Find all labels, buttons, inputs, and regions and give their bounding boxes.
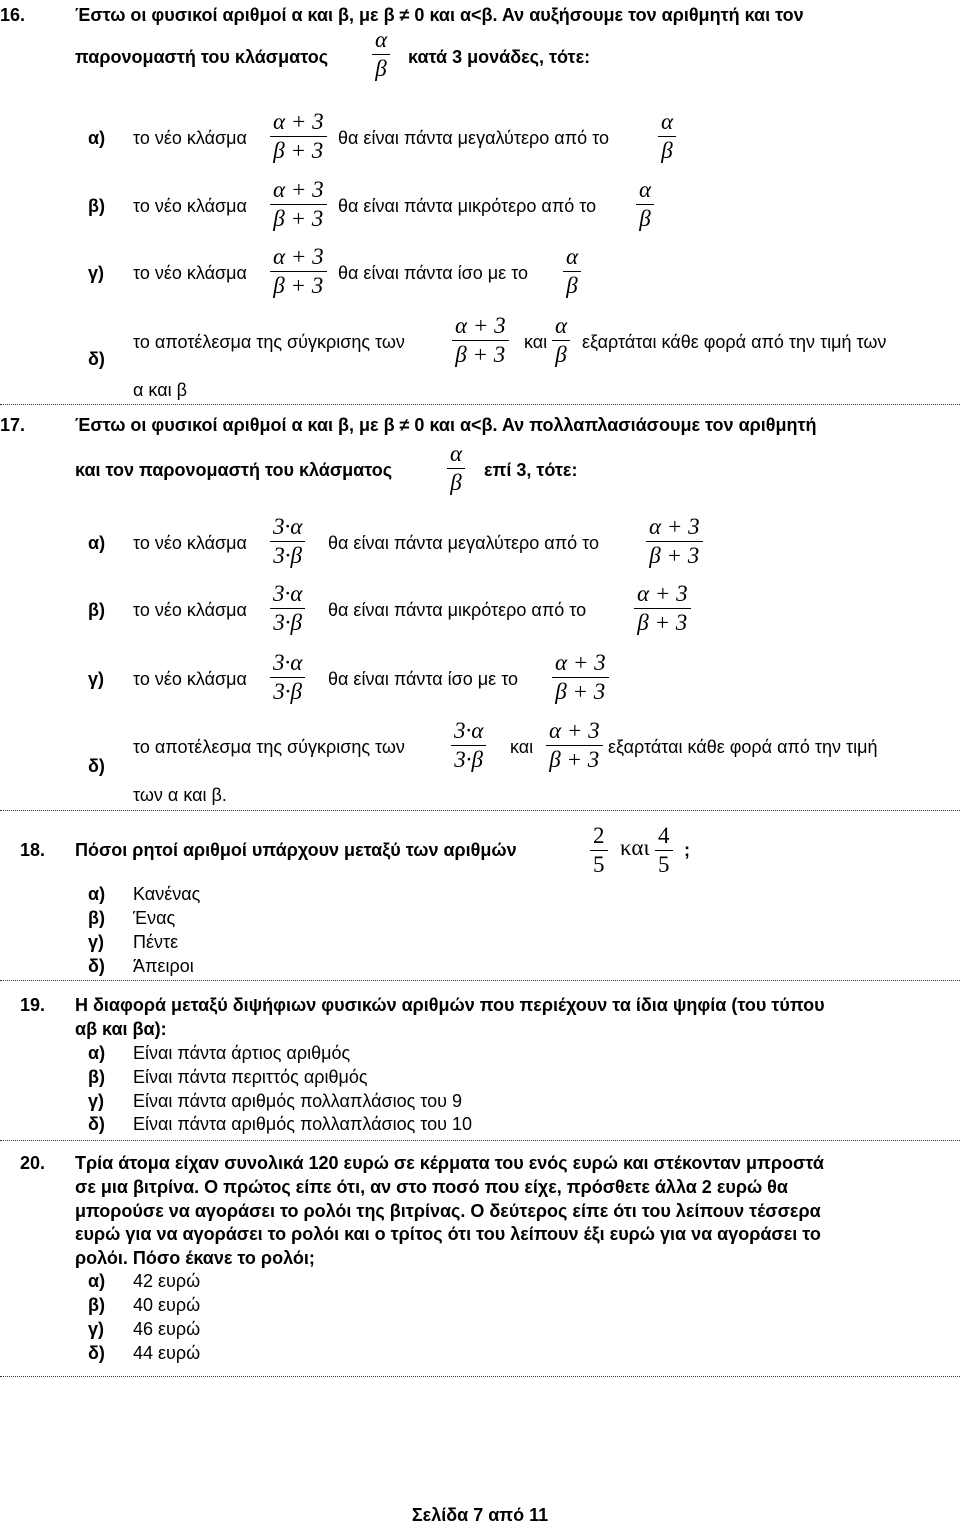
q17-option-d-and: και	[510, 737, 534, 757]
q18-option-c-text: Πέντε	[133, 932, 179, 952]
q18-question-mark: ;	[684, 840, 690, 860]
q18-kai: και	[620, 835, 650, 860]
q16-option-b-text2: θα είναι πάντα μικρότερο από το	[338, 196, 597, 216]
q17-option-d-text3: των α και β.	[133, 785, 227, 805]
q17-option-b-text2: θα είναι πάντα μικρότερο από το	[328, 600, 587, 620]
q16-option-a-text2: θα είναι πάντα μεγαλύτερο από το	[338, 128, 609, 148]
q20-option-a-label: α)	[88, 1271, 106, 1291]
q16-stem-line2a: παρονομαστή του κλάσματος	[75, 47, 329, 67]
q17-option-c-fraction-new: $\frac{\alpha + 3}{\beta + 3}$	[552, 649, 609, 706]
q17-option-c-text2: θα είναι πάντα ίσο με το	[328, 669, 519, 689]
q20-option-c-text: 46 ευρώ	[133, 1319, 201, 1339]
q17-option-a-text1: το νέο κλάσμα	[133, 533, 247, 553]
q19-option-d-label: δ)	[88, 1114, 105, 1134]
q16-option-c-fraction-new: $\frac{\alpha + 3}{\beta + 3}$	[270, 243, 327, 300]
q20-number: 20.	[20, 1153, 46, 1173]
q16-option-d-text2: εξαρτάται κάθε φορά από την τιμή των	[582, 332, 887, 352]
q18-option-c-label: γ)	[88, 932, 105, 952]
q19-stem-line1: Η διαφορά μεταξύ διψήφιων φυσικών αριθμών που περιέχουν τα ίδια ψηφία (του τύπου	[75, 995, 825, 1015]
q16-option-a-fraction-new: $\frac{\alpha + 3}{\beta + 3}$	[270, 108, 327, 165]
q16-option-b-fraction-ab: $\frac{\alpha}{\beta}$	[636, 176, 654, 233]
q18-option-d-text: Άπειροι	[133, 956, 194, 976]
q19-option-a-label: α)	[88, 1043, 106, 1063]
q20-stem-line4: ευρώ για να αγοράσει το ρολόι και ο τρίτος ότι του λείπουν έξι ευρώ για να αγοράσει το	[75, 1224, 821, 1244]
separator	[0, 810, 960, 811]
q20-stem-line5: ρολόι. Πόσο έκανε το ρολόι;	[75, 1248, 315, 1268]
q17-option-b-text1: το νέο κλάσμα	[133, 600, 247, 620]
q19-option-b-label: β)	[88, 1067, 105, 1087]
q16-option-b-text1: το νέο κλάσμα	[133, 196, 247, 216]
q19-option-c-label: γ)	[88, 1091, 105, 1111]
q17-option-b-fraction-3a-3b: $\frac{3\cdot\alpha}{3\cdot\beta}$	[270, 580, 305, 637]
q16-option-a-text1: το νέο κλάσμα	[133, 128, 247, 148]
q16-option-d-and: και	[524, 332, 548, 352]
q16-option-d-text1: το αποτέλεσμα της σύγκρισης των	[133, 332, 405, 352]
q17-option-d-fraction-3a-3b: $\frac{3\cdot\alpha}{3\cdot\beta}$	[451, 717, 486, 774]
q17-option-d-text2: εξαρτάται κάθε φορά από την τιμή	[608, 737, 878, 757]
q18-fraction-4-5: $\frac{4}{5}$	[655, 822, 673, 879]
separator	[0, 1140, 960, 1141]
q17-option-c-label: γ)	[88, 669, 105, 689]
q17-number: 17.	[0, 415, 26, 435]
q18-option-b-label: β)	[88, 908, 105, 928]
q20-option-b-label: β)	[88, 1295, 105, 1315]
separator	[0, 980, 960, 981]
q16-option-c-fraction-ab: $\frac{\alpha}{\beta}$	[563, 243, 581, 300]
q16-option-d-fraction-new: $\frac{\alpha + 3}{\beta + 3}$	[452, 312, 509, 369]
q17-option-c-fraction-3a-3b: $\frac{3\cdot\alpha}{3\cdot\beta}$	[270, 649, 305, 706]
q20-stem-line1: Τρία άτομα είχαν συνολικά 120 ευρώ σε κέρματα του ενός ευρώ και στέκονταν μπροστά	[75, 1153, 824, 1173]
q20-stem-line2: σε μια βιτρίνα. Ο πρώτος είπε ότι, αν στο ποσό που είχε, πρόσθετε άλλα 2 ευρώ θα	[75, 1177, 788, 1197]
q17-fraction-a-over-b: $\frac{\alpha}{\beta}$	[447, 440, 465, 497]
q16-number: 16.	[0, 5, 26, 25]
q17-option-a-fraction-3a-3b: $\frac{3\cdot\alpha}{3\cdot\beta}$	[270, 513, 305, 570]
q17-stem-line1: Έστω οι φυσικοί αριθμοί α και β, με β ≠ 0 και α<β. Αν πολλαπλασιάσουμε τον αριθμητή	[75, 415, 817, 435]
q16-stem-line1: Έστω οι φυσικοί αριθμοί α και β, με β ≠ 0 και α<β. Αν αυξήσουμε τον αριθμητή και τον	[75, 5, 804, 25]
q19-option-a-text: Είναι πάντα άρτιος αριθμός	[133, 1043, 351, 1063]
q16-option-c-text2: θα είναι πάντα ίσο με το	[338, 263, 529, 283]
q16-option-a-fraction-ab: $\frac{\alpha}{\beta}$	[658, 108, 676, 165]
q20-option-a-text: 42 ευρώ	[133, 1271, 201, 1291]
q20-option-d-label: δ)	[88, 1343, 105, 1363]
q16-stem-line2b: κατά 3 μονάδες, τότε:	[408, 47, 591, 67]
q16-option-b-fraction-new: $\frac{\alpha + 3}{\beta + 3}$	[270, 176, 327, 233]
q16-option-c-label: γ)	[88, 263, 105, 283]
separator	[0, 1376, 960, 1377]
q17-option-d-label: δ)	[88, 756, 105, 776]
q18-number: 18.	[20, 840, 46, 860]
q18-stem: Πόσοι ρητοί αριθμοί υπάρχουν μεταξύ των αριθμών	[75, 840, 517, 860]
q16-option-d-text3: α και β	[133, 380, 187, 400]
q18-option-a-label: α)	[88, 884, 106, 904]
q17-option-d-text1: το αποτέλεσμα της σύγκρισης των	[133, 737, 405, 757]
q16-option-d-label: δ)	[88, 349, 105, 369]
q20-option-b-text: 40 ευρώ	[133, 1295, 201, 1315]
q18-option-b-text: Ένας	[133, 908, 176, 928]
q17-option-a-fraction-new: $\frac{\alpha + 3}{\beta + 3}$	[646, 513, 703, 570]
q19-number: 19.	[20, 995, 46, 1015]
q17-option-a-label: α)	[88, 533, 106, 553]
q20-option-d-text: 44 ευρώ	[133, 1343, 201, 1363]
q19-stem-line2: αβ και βα):	[75, 1019, 167, 1039]
q19-option-b-text: Είναι πάντα περιττός αριθμός	[133, 1067, 368, 1087]
q16-option-b-label: β)	[88, 196, 105, 216]
q16-fraction-a-over-b: $\frac{\alpha}{\beta}$	[372, 26, 390, 83]
q17-option-d-fraction-new: $\frac{\alpha + 3}{\beta + 3}$	[546, 717, 603, 774]
q18-option-d-label: δ)	[88, 956, 105, 976]
q20-option-c-label: γ)	[88, 1319, 105, 1339]
q17-option-a-text2: θα είναι πάντα μεγαλύτερο από το	[328, 533, 599, 553]
q16-option-a-label: α)	[88, 128, 106, 148]
q17-stem-line2b: επί 3, τότε:	[484, 460, 578, 480]
q17-option-b-fraction-new: $\frac{\alpha + 3}{\beta + 3}$	[634, 580, 691, 637]
q20-stem-line3: μπορούσε να αγοράσει το ρολόι της βιτρίνας. Ο δεύτερος είπε ότι του λείπουν τέσσερα	[75, 1201, 821, 1221]
q19-option-d-text: Είναι πάντα αριθμός πολλαπλάσιος του 10	[133, 1114, 473, 1134]
separator	[0, 404, 960, 405]
q17-option-b-label: β)	[88, 600, 105, 620]
q18-option-a-text: Κανένας	[133, 884, 201, 904]
q17-option-c-text1: το νέο κλάσμα	[133, 669, 247, 689]
q18-fraction-2-5: $\frac{2}{5}$	[590, 822, 608, 879]
q16-option-d-fraction-ab: $\frac{\alpha}{\beta}$	[552, 312, 570, 369]
q17-stem-line2a: και τον παρονομαστή του κλάσματος	[75, 460, 393, 480]
q16-option-c-text1: το νέο κλάσμα	[133, 263, 247, 283]
q19-option-c-text: Είναι πάντα αριθμός πολλαπλάσιος του 9	[133, 1091, 462, 1111]
page-footer: Σελίδα 7 από 11	[411, 1505, 549, 1525]
